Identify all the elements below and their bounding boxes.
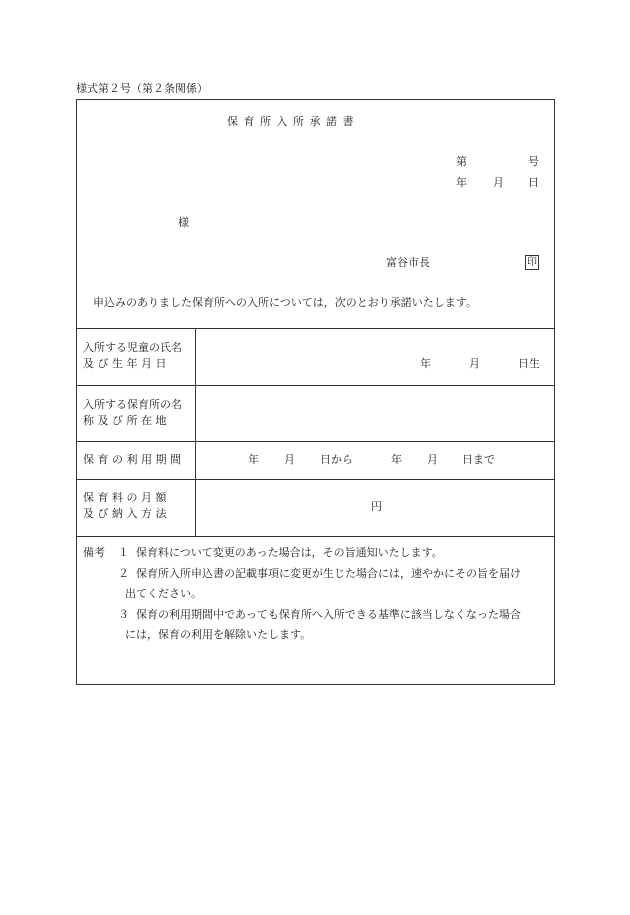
table-divider — [77, 536, 554, 537]
remark-text-continued: 出てください。 — [125, 587, 202, 600]
period-from-month: 月 — [284, 453, 295, 466]
label-column-divider — [195, 328, 196, 536]
birth-year: 年 — [420, 357, 431, 370]
remark-number: ３ — [118, 608, 129, 621]
period-to-year: 年 — [391, 453, 402, 466]
period-from-year: 年 — [248, 453, 259, 466]
remark-text: 保育料について変更のあった場合は，その旨通知いたします。 — [136, 546, 443, 559]
remark-text-continued: には，保育の利用を解除いたします。 — [125, 628, 312, 641]
period-from-day: 日から — [320, 453, 353, 466]
remark-number: １ — [118, 546, 129, 559]
approval-statement: 申込みのありました保育所への入所については，次のとおり承諾いたします。 — [93, 296, 477, 309]
period-to-day: 日まで — [462, 453, 495, 466]
facility-label-line1: 入所する保育所の名 — [83, 398, 182, 411]
approval-form — [76, 99, 555, 685]
child-label-line2: 及 び 生 年 月 日 — [83, 357, 167, 370]
period-label: 保 育 の 利 用 期 間 — [83, 453, 181, 466]
date-month: 月 — [493, 176, 504, 189]
remarks-heading: 備考 — [83, 546, 105, 559]
table-divider — [77, 328, 554, 329]
table-divider — [77, 441, 554, 442]
table-divider — [77, 385, 554, 386]
remark-text: 保育の利用期間中であっても保育所へ入所できる基準に該当しなくなった場合 — [136, 608, 521, 621]
addressee-suffix: 様 — [178, 216, 189, 229]
child-label-line1: 入所する児童の氏名 — [83, 341, 182, 354]
doc-number-prefix: 第 — [456, 155, 467, 168]
fee-label-line2: 及 び 納 入 方 法 — [83, 507, 167, 520]
issuer: 富谷市長 — [386, 256, 430, 269]
date-day: 日 — [528, 176, 539, 189]
form-title: 保 育 所 入 所 承 諾 書 — [227, 115, 355, 128]
remark-text: 保育所入所申込書の記載事項に変更が生じた場合には，速やかにその旨を届け — [136, 567, 521, 580]
birth-month: 月 — [469, 357, 480, 370]
fee-label-line1: 保 育 料 の 月 額 — [83, 491, 167, 504]
birth-day: 日生 — [518, 357, 540, 370]
form-number: 様式第２号（第２条関係） — [76, 82, 208, 95]
period-to-month: 月 — [427, 453, 438, 466]
doc-number-suffix: 号 — [528, 155, 539, 168]
date-year: 年 — [456, 176, 467, 189]
fee-unit: 円 — [371, 500, 382, 513]
official-seal — [525, 255, 539, 270]
remark-number: ２ — [118, 567, 129, 580]
facility-label-line2: 称 及 び 所 在 地 — [83, 414, 167, 427]
table-divider — [77, 479, 554, 480]
seal-mark: 印 — [527, 257, 537, 268]
